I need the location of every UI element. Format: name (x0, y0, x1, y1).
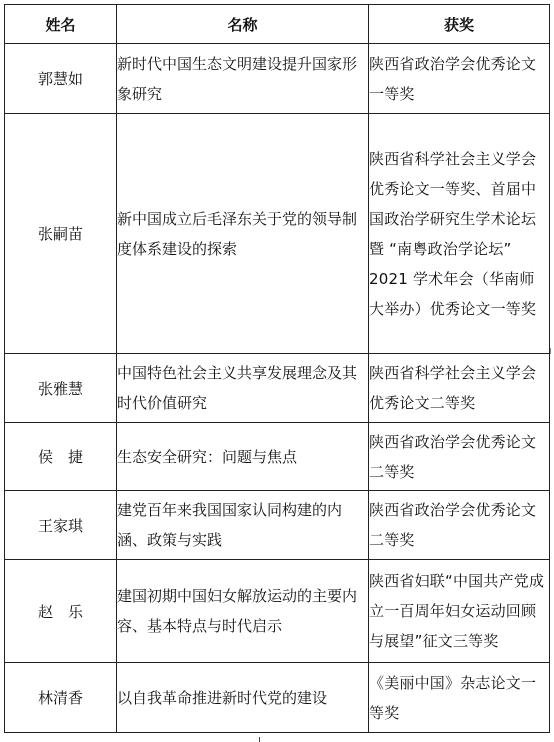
cell-award: 陕西省政治学会优秀论文二等奖 (369, 423, 550, 491)
table-row (5, 560, 550, 663)
cell-name: 张雅慧 (5, 354, 117, 423)
cell-name: 郭慧如 (5, 44, 117, 114)
cell-name: 侯 捷 (5, 423, 117, 491)
page-bottom-mark (259, 737, 260, 742)
table-row (5, 491, 550, 560)
cell-title: 新时代中国生态文明建设提升国家形象研究 (117, 44, 369, 114)
cell-title: 新中国成立后毛泽东关于党的领导制度体系建设的探索 (117, 114, 369, 354)
cell-title: 生态安全研究：问题与焦点 (117, 423, 369, 491)
cell-title: 建党百年来我国国家认同构建的内涵、政策与实践 (117, 491, 369, 560)
cell-title: 建国初期中国妇女解放运动的主要内容、基本特点与时代启示 (117, 560, 369, 663)
table-row (5, 354, 550, 423)
cell-award: 《美丽中国》杂志论文一等奖 (369, 663, 550, 733)
header-award: 获奖 (369, 5, 550, 44)
header-title: 名称 (117, 5, 369, 44)
cell-name: 张嗣苗 (5, 114, 117, 354)
header-row (5, 5, 550, 44)
table-row (5, 663, 550, 733)
cell-award: 陕西省科学社会主义学会优秀论文一等奖、首届中国政治学研究生学术论坛暨 “南粤政治学论坛” 2021 学术年会（华南师大举办）优秀论文一等奖 (369, 114, 550, 354)
table-row (5, 114, 550, 354)
table-row (5, 44, 550, 114)
cell-name: 赵 乐 (5, 560, 117, 663)
cell-award: 陕西省政治学会优秀论文一等奖 (369, 44, 550, 114)
cell-award: 陕西省妇联“中国共产党成立一百周年妇女运动回顾与展望”征文三等奖 (369, 560, 550, 663)
cell-name: 王家琪 (5, 491, 117, 560)
cell-award: 陕西省科学社会主义学会优秀论文二等奖 (369, 354, 550, 423)
page-edge-mark (550, 348, 551, 354)
cell-award: 陕西省政治学会优秀论文二等奖 (369, 491, 550, 560)
cell-title: 以自我革命推进新时代党的建设 (117, 663, 369, 733)
header-name: 姓名 (5, 5, 117, 44)
cell-title: 中国特色社会主义共享发展理念及其时代价值研究 (117, 354, 369, 423)
awards-table (4, 4, 550, 733)
table-row (5, 423, 550, 491)
cell-name: 林清香 (5, 663, 117, 733)
